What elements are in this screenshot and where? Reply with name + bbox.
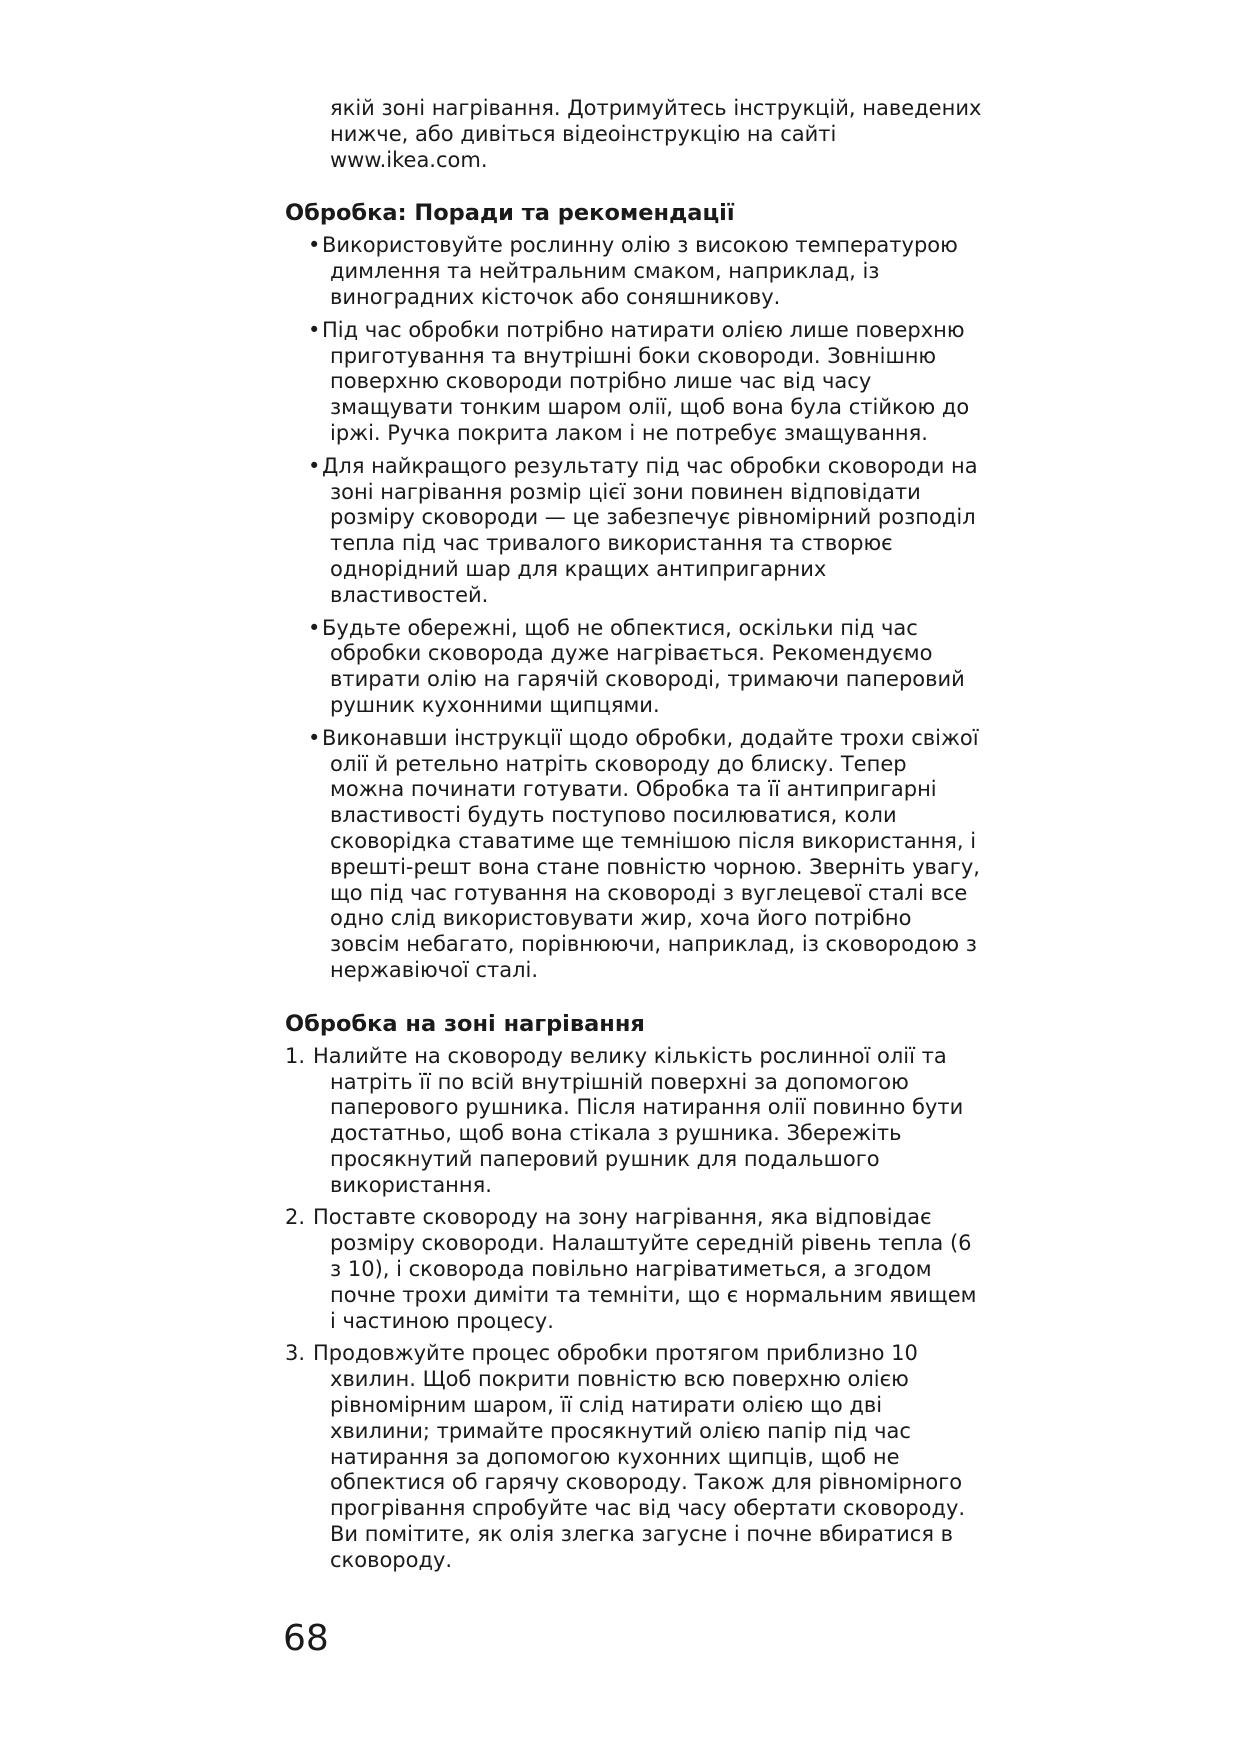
step-text: Поставте сковороду на зону нагрівання, яка відповідає розміру сковороди. Налаштуйте середній рівень тепла (6 з 10), і сковорода повільно нагріватиметься, а згодом почне трохи диміти та темніти, що є нормальним явищем і частиною процесу.	[313, 1205, 977, 1333]
bullet-icon: •	[308, 233, 321, 258]
page-number: 68	[283, 1618, 329, 1659]
bullet-icon: •	[308, 725, 321, 750]
tips-list	[285, 233, 985, 983]
step-number: 1.	[285, 1043, 306, 1068]
bullet-icon: •	[308, 317, 321, 342]
tips-item-text: Використовуйте рослинну олію з високою температурою димлення та нейтральним смаком, наприклад, із виноградних кісточок або соняшникову.	[322, 233, 958, 309]
step-number: 2.	[285, 1205, 306, 1230]
step-text: Налийте на сковороду велику кількість рослинної олії та натріть її по всій внутрішній поверхні за допомогою паперового рушника. Після натирання олії повинно бути достатньо, щоб вона стікала з рушника. Збережіть просякнутий паперовий рушник для подальшого використання.	[313, 1043, 964, 1197]
heading-heating-zone: Обробка на зоні нагрівання	[285, 1010, 645, 1037]
tips-item	[285, 318, 985, 447]
tips-item-text: Під час обробки потрібно натирати олією лише поверхню приготування та внутрішні боки сковороди. Зовнішню поверхню сковороди потрібно лише час від часу змащувати тонким шаром олії, щоб вона була стійкою до іржі. Ручка покрита лаком і не потребує змащування.	[322, 317, 970, 445]
tips-item	[285, 616, 985, 719]
tips-item	[285, 726, 985, 984]
document-page	[285, 96, 985, 1581]
step-item	[285, 1044, 985, 1199]
step-item	[285, 1341, 985, 1573]
bullet-icon: •	[308, 453, 321, 478]
step-item	[285, 1205, 985, 1334]
tips-item-text: Будьте обережні, щоб не обпектися, оскільки під час обробки сковорода дуже нагрівається. Рекомендуємо втирати олію на гарячій сковороді, тримаючи паперовий рушник кухонними щипцями.	[322, 615, 965, 717]
step-number: 3.	[285, 1341, 306, 1366]
tips-item	[285, 233, 985, 310]
heading-tips: Обробка: Поради та рекомендації	[285, 200, 735, 227]
bullet-icon: •	[308, 615, 321, 640]
steps-list	[285, 1044, 985, 1574]
tips-item	[285, 454, 985, 609]
tips-item-text: Для найкращого результату під час обробки сковороди на зоні нагрівання розмір цієї зони повинен відповідати розміру сковороди — це забезпечує рівномірний розподіл тепла під час тривалого використання та створює однорідний шар для кращих антипригарних властивостей.	[322, 453, 978, 607]
intro-paragraph: якій зоні нагрівання. Дотримуйтесь інструкцій, наведених нижче, або дивіться відеоінструкцію на сайті www.ikea.com.	[330, 96, 982, 172]
step-text: Продовжуйте процес обробки протягом приблизно 10 хвилин. Щоб покрити повністю всю поверхню олією рівномірним шаром, її слід натирати олією що дві хвилини; тримайте просякнутий олією папір під час натирання за допомогою кухонних щипців, щоб не обпектися об гарячу сковороду. Також для рівномірного прогрівання спробуйте час від часу обертати сковороду. Ви помітите, як олія злегка загусне і почне вбиратися в сковороду.	[313, 1341, 966, 1572]
tips-item-text: Виконавши інструкції щодо обробки, додайте трохи свіжої олії й ретельно натріть сковороду до блиску. Тепер можна починати готувати. Обробка та її антипригарні властивості будуть поступово посилюватися, коли сковорідка ставатиме ще темнішою після використання, і врешті-решт вона стане повністю чорною. Зверніть увагу, що під час готування на сковороді з вуглецевої сталі все одно слід використовувати жир, хоча його потрібно зовсім небагато, порівнюючи, наприклад, із сковородою з нержавіючої сталі.	[322, 725, 980, 982]
